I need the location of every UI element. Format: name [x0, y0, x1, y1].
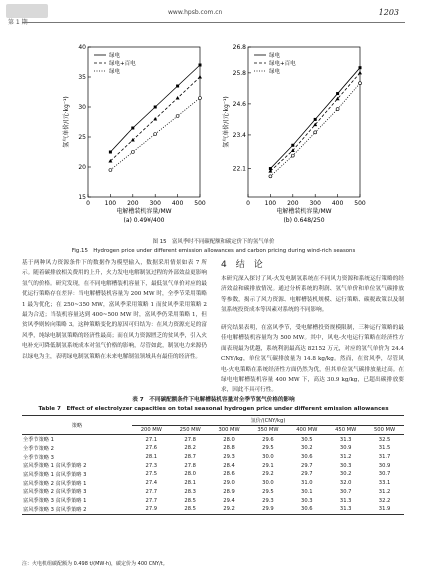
table-cell: 30.6	[301, 454, 313, 461]
y-tick-label: 26.8	[232, 44, 246, 51]
table-cell: 33.1	[378, 480, 391, 487]
table-cell: 29.5	[262, 488, 274, 495]
data-point	[269, 175, 272, 178]
table-cell: 29.5	[262, 445, 274, 452]
conclusion-paragraph-1: 本研究深入探讨了风-火发电制氢系统在不同风力资源和系统运行策略的经济效益和碳排放情况。通过分析系统的利润、氢气单价和单位氢气碳排放等参数，揭示了风力资源、电解槽装机规模、运行策略、碳税政策以及制氢系统投资成本等因素对系统的不同影响。	[221, 276, 404, 314]
legend-entry: 绿电	[109, 69, 121, 75]
data-point	[176, 85, 179, 88]
x-tick-label: 300	[309, 200, 321, 207]
x-tick-label: 400	[331, 200, 344, 207]
table-cell: 27.7	[145, 497, 158, 504]
y-tick-label: 24.6	[232, 100, 246, 108]
table-cell: 30.6	[301, 506, 313, 513]
table-row-label: 全季节策略 3	[23, 454, 54, 461]
table-row	[22, 479, 404, 488]
table-cell: 27.7	[145, 488, 158, 495]
x-tick-label: 300	[149, 200, 161, 207]
plot-frame	[248, 47, 360, 197]
table-row-label: 富风季策略 1 贫风季策略 2	[23, 463, 87, 470]
table-cell: 29.3	[262, 497, 274, 504]
y-tick-label: 35	[78, 74, 86, 81]
legend-entry: 绿电	[109, 53, 121, 59]
y-tick-label: 23.4	[232, 131, 246, 139]
table-cell: 31.3	[339, 497, 352, 504]
table-cell: 28.1	[184, 480, 196, 487]
table-cell: 27.8	[184, 462, 196, 469]
data-point	[336, 92, 339, 95]
series-line	[270, 83, 360, 176]
data-point	[314, 131, 317, 134]
data-point	[199, 64, 202, 67]
table-cell: 27.1	[145, 436, 158, 443]
table-column-header: 200 MW	[140, 427, 162, 434]
x-tick-label: 500	[194, 200, 206, 207]
table-column-header: 350 MW	[257, 427, 279, 434]
data-point	[359, 66, 362, 69]
legend-entry: 绿电	[269, 53, 281, 59]
table-cell: 29.2	[223, 506, 235, 513]
table-cell: 29.0	[223, 480, 235, 487]
table-row-label: 富风季策略 3 贫风季策略 1	[23, 498, 87, 505]
table-cell: 28.8	[223, 445, 235, 452]
table-row-label: 富风季策略 2 贫风季策略 1	[23, 480, 87, 487]
data-point	[198, 75, 202, 79]
page-header	[0, 0, 427, 26]
table-row	[22, 470, 404, 479]
table-cell: 28.7	[184, 454, 196, 461]
panel-label: (a) 0.49¥/400	[123, 217, 165, 224]
legend-entry: 绿电+百电	[269, 61, 296, 67]
table-column-header: 450 MW	[335, 427, 357, 434]
issue-label: 第 1 期	[8, 19, 28, 26]
x-tick-label: 100	[104, 200, 117, 207]
data-point	[153, 117, 157, 121]
table-row	[22, 488, 404, 497]
x-tick-label: 0	[246, 200, 250, 207]
table-cell: 28.5	[184, 506, 196, 513]
table-cell: 27.9	[145, 506, 158, 513]
figure-15-charts	[60, 35, 370, 235]
table-cell: 29.3	[223, 454, 235, 461]
data-point	[359, 82, 362, 85]
legend-entry: 绿电	[269, 69, 281, 75]
data-point	[109, 169, 112, 172]
table-cell: 27.3	[145, 462, 158, 469]
table-cell: 31.9	[378, 506, 391, 513]
table-cell: 30.9	[378, 462, 391, 469]
table-note: 注：火电机组碳配额为 0.498 t/(MW·h)，碳定价为 400 CNY/t。	[22, 561, 168, 567]
table-cell: 30.1	[301, 488, 313, 495]
table-cell: 31.2	[339, 454, 352, 461]
journal-logo-mark	[6, 4, 48, 18]
table-cell: 30.9	[339, 445, 352, 452]
table-cell: 31.2	[378, 488, 391, 495]
table-cell: 29.1	[262, 462, 274, 469]
table-header-strategy: 策略	[71, 422, 83, 429]
table-cell: 31.7	[378, 454, 391, 461]
table-caption-en: Table 7 Effect of electrolyzer capacities on total seasonal hydrogen price under different emission allowances	[38, 406, 389, 412]
legend-entry: 绿电+百电	[109, 61, 136, 67]
table-cell: 28.6	[223, 471, 235, 478]
header-rule	[22, 22, 405, 23]
data-point	[176, 115, 179, 118]
table-cell: 28.5	[184, 497, 196, 504]
data-point	[131, 127, 134, 130]
table-cell: 29.4	[223, 497, 235, 504]
table-cell: 30.0	[262, 480, 274, 487]
journal-logo	[6, 4, 76, 24]
y-tick-label: 20	[78, 164, 86, 171]
table-cell: 30.3	[301, 497, 313, 504]
table-cell: 32.0	[339, 480, 352, 487]
y-axis-label: 氢气单价/(元·kg⁻¹)	[63, 96, 70, 148]
journal-site: www.hpsb.com.cn	[168, 9, 223, 16]
figure-caption-en: Fig.15 Hydrogen price under different emission allowances and carbon pricing during wind-rich seasons	[71, 248, 356, 254]
table-header-group: 氢价/(CNY/kg)	[132, 416, 404, 426]
table-row	[22, 461, 404, 470]
y-tick-label: 25.8	[232, 69, 246, 77]
data-point	[358, 71, 362, 75]
table-cell: 28.0	[184, 471, 196, 478]
table-column-header: 300 MW	[218, 427, 240, 434]
data-point	[131, 151, 134, 154]
table-cell: 28.0	[223, 436, 235, 443]
data-point	[109, 151, 112, 154]
table-row-label: 富风季策略 1 贫风季策略 3	[23, 471, 87, 478]
data-point	[199, 97, 202, 100]
y-tick-label: 40	[78, 44, 86, 51]
table-column-header: 400 MW	[296, 427, 318, 434]
table-row-label: 富风季策略 2 贫风季策略 3	[23, 489, 87, 496]
table-cell: 27.5	[145, 471, 158, 478]
table-cell: 27.8	[184, 436, 196, 443]
table-column-header: 250 MW	[179, 427, 201, 434]
data-point	[291, 154, 294, 157]
left-column-text: 基于两种风力资源条件下的数据作为模型输入，数据采用情景如表 7 所示。随着碳排放相关费用的上升，火力发电电解制氢过程的外部效益更影响氢气的价格。研究发现，在不同电解槽装机容量下，最低氢气单价对应的最优运行策略存在差异：当电解槽装机容量为 200 MW 时，全季节采用策略 1 最为优化；在 250~350 MW，富风季采用策略 1 而贫风季采用策略 2 最为合适；当装机容量达到 400~500 MW 时，富风季仍采用策略 1，但贫风季则转向策略 3。这种策略变化的原因可归结为：在风力资源充足的富风季，纯绿电制氢策略的经济性最高；而在风力资源匮乏的贫风季，引入火电补充可降低制氢系统成本对氢气价格的影响，尽管如此，制氢电力来源仍以绿电为主，表明绿电制氢策略在未来电解制氢领域具有最佳的经济性。	[22, 260, 207, 360]
table-caption-cn: 表 7 不同碳配额条件下电解槽装机容量对全季节氢气价格的影响	[132, 397, 295, 403]
section-title: 4 结 论	[221, 260, 263, 270]
table-cell: 29.9	[262, 506, 274, 513]
table-cell: 31.5	[378, 445, 391, 452]
table-cell: 30.2	[301, 445, 313, 452]
table-cell: 30.0	[262, 454, 274, 461]
data-point	[176, 96, 180, 100]
data-point	[154, 106, 157, 109]
table-row-label: 全季节策略 1	[23, 437, 54, 444]
conclusion-paragraph-2: 研究结果表明，在富风季节，受电解槽投资规模限制，三种运行策略的最佳电解槽装机容量均为 500 MW。其中，风电-火电运行策略在经济性方面表现最为优越，系统利润最高达 82152 万元，对应的氢气单价为 24.4 CNY/kg，单位氢气碳排放量为 14.8 kg/kg。然而，在贫风季，尽管风电-火电策略在系统经济性方面仍然为优，但其单位氢气碳排放量过高。在绿电电解槽装机容量 400 MW 下，高达 30.9 kg/kg，已超出碳排放要求，因此不具可行性。	[221, 325, 404, 394]
data-point	[291, 144, 294, 147]
table-cell: 28.3	[184, 488, 196, 495]
x-tick-label: 200	[287, 200, 299, 207]
table-cell: 30.3	[339, 462, 352, 469]
table-cell: 30.7	[378, 471, 391, 478]
table-cell: 28.9	[223, 488, 235, 495]
table-cell: 31.3	[339, 436, 352, 443]
table-column-header: 500 MW	[373, 427, 396, 434]
table-row	[22, 505, 404, 514]
table-row	[22, 435, 404, 444]
x-tick-label: 100	[264, 200, 277, 207]
table-cell: 29.2	[262, 471, 274, 478]
x-axis-label: 电解槽装机容量/MW	[276, 208, 332, 215]
y-tick-label: 22.1	[232, 165, 246, 173]
data-point	[314, 118, 317, 121]
table-cell: 30.2	[339, 471, 352, 478]
table-row-label: 全季节策略 2	[23, 445, 54, 452]
x-tick-label: 400	[171, 200, 184, 207]
x-tick-label: 500	[354, 200, 366, 207]
series-line	[270, 73, 360, 171]
figure-15	[60, 35, 370, 239]
table-cell: 29.7	[301, 462, 313, 469]
table-cell: 32.2	[378, 497, 391, 504]
table-cell: 27.6	[145, 445, 158, 452]
data-point	[154, 133, 157, 136]
y-tick-label: 15	[78, 194, 86, 201]
table-cell: 29.7	[301, 471, 313, 478]
table-row	[22, 453, 404, 462]
data-point	[336, 108, 339, 111]
x-tick-label: 200	[127, 200, 139, 207]
table-cell: 30.5	[301, 436, 313, 443]
table-cell: 32.5	[378, 436, 391, 443]
y-tick-label: 25	[78, 134, 86, 141]
page-number: 1203	[378, 8, 399, 17]
table-cell: 28.4	[223, 462, 235, 469]
table-cell: 29.6	[262, 436, 274, 443]
table-cell: 28.2	[184, 445, 196, 452]
table-row	[22, 444, 404, 453]
table-cell: 31.0	[301, 480, 313, 487]
table-row	[22, 496, 404, 505]
x-tick-label: 0	[86, 200, 90, 207]
table-cell: 27.4	[145, 480, 158, 487]
table-cell: 31.3	[339, 506, 352, 513]
plot-frame	[88, 47, 200, 197]
panel-label: (b) 0.648/250	[283, 217, 325, 224]
table-cell: 28.1	[145, 454, 158, 461]
table-cell: 30.7	[339, 488, 352, 495]
table-row-label: 富风季策略 3 贫风季策略 2	[23, 506, 87, 513]
figure-caption-cn: 图 15 富风季时不同碳配额和碳定价下的氢气单价	[152, 239, 275, 245]
y-axis-label: 氢气单价/(元·kg⁻¹)	[223, 96, 230, 148]
x-axis-label: 电解槽装机容量/MW	[116, 208, 172, 215]
table-7	[22, 415, 404, 515]
y-tick-label: 30	[78, 104, 86, 111]
